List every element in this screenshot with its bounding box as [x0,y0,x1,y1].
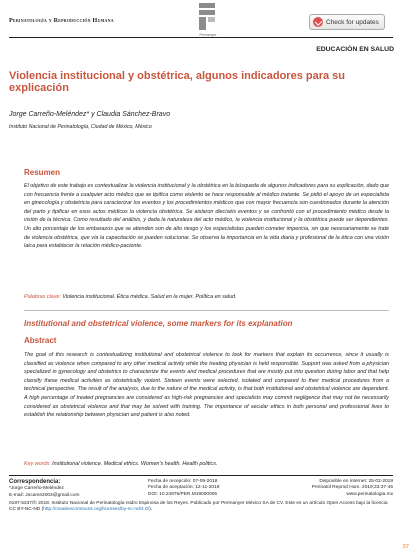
check-updates-icon [313,17,323,27]
palabras-clave-label: Palabras clave: [24,294,61,300]
header-rule [9,37,393,38]
license-link[interactable]: http://creativecommons.org/licenses/by-nc-nd/4.0/ [43,507,150,513]
license-text: 0187-5337/© 2018. Instituto Nacional de Perinatología Isidro Espinosa de los Reyes. Publicado por Permanyer México SA de CV. Este es un artículo Open Access bajo la licencia CC BY-NC-ND (http://creativecommons.org/licenses/by-nc-nd/4.0/). [9,501,388,513]
divider [24,310,389,311]
resumen-keywords [24,294,236,300]
publication-block [312,479,393,498]
correspondence-email[interactable]: E-mail: Jocame2003@gmail.com [9,492,80,498]
logo-text: Permanyer [199,33,217,37]
section-label: EDUCACIÓN EN SALUD [316,46,394,53]
check-for-updates-button[interactable] [309,14,385,30]
correspondence-block [9,479,79,499]
article-affiliation: Instituto Nacional de Perinatología, Ciudad de México, México [9,124,152,130]
footer-rule [9,475,393,476]
correspondence-label: Correspondencia: [9,479,61,485]
abstract-text: The goal of this research is contextualizing institutional and obstetrical violence to look for markers that explain its occurrence, since it usually is classified as violence when compared to any other medical activity while the treating physician is held responsible. Support was asked from a physician specialized in gynecology and obstetrics to characterize the events and medical procedures that are mostly put into question during labor and that help classify these medical activities as obstetrically violent. Sixteen events were selected, isolated and compared to their medical procedures from a technical perspective. The result of the analysis, due to the nature of the medical activity, is that both institutional and obstetrical violence are dependent. A high percentage of treated pregnancies are considered as high-risk pregnancies and specialists may commit negligence that may not be necessarily considered as obstetrical violence and that may be solved with training. The importance of secular ethics in both personal and professional lives to establish the relationship between physician and patient is also noted. [24,352,389,419]
article-authors: Jorge Carreño-Meléndez* y Claudia Sánchez-Bravo [9,111,171,118]
key-words: Institutional violence. Medical ethics. Women's health. Health politics. [52,461,218,467]
resumen-text: El objetivo de este trabajo es contextualizar la violencia institucional y la obstétrica en la búsqueda de algunos indicadores para su explicación, dado que con frecuencia frente a cualquier acto médico que se tipifica como violento se hace responsable al médico tratante. Se pidió el apoyo de un especialista en ginecología y obstetricia para caracterizar los eventos y los procedimientos médicos que con mayor frecuencia son cuestionados durante la atención del parto y tipificar en esos actos médicos la violencia obstétrica. Se aislaron dieciséis eventos y se confrontó con el procedimiento médico desde la visión de la técnica. Como resultado del análisis, y dada la naturaleza del acto médico, la violencia institucional y la obstétrica puede ser dependientes. Un alto porcentaje de los embarazos que se atienden son de alto riesgo y los especialistas pueden cometer impericia, sin que necesariamente se trate de violencia obstétrica, que vía la capacitación se pueden solucionar. Se observa la importancia en la vida diaria y profesional de la ética con una visión laica para establecer la relación médico-paciente. [24,183,389,250]
received-date: Fecha de recepción: 07-09-2018 [148,479,218,484]
key-words-label: Key words: [24,461,51,467]
citation: Perinatol Reprod Hum. 2019;33:37-45 [311,485,393,491]
correspondence-name: *Jorge Carreño-Meléndez [9,486,64,492]
website-link[interactable]: www.perinatologia.mx [346,491,393,497]
journal-name: Perinatología y Reproducción Humana [9,17,114,24]
english-keywords [24,461,217,467]
resumen-heading: Resumen [24,168,61,177]
abstract-heading: Abstract [24,336,57,345]
check-updates-label: Check for updates [326,18,379,26]
article-title: Violencia institucional y obstétrica, algunos indicadores para su explicación [9,70,345,94]
dates-block [148,479,219,498]
english-title: Institutional and obstetrical violence, some markers for its explanation [24,319,293,328]
palabras-clave: Violencia institucional. Ética médica. Salud en la mujer. Política en salud. [62,294,237,300]
doi[interactable]: DOI: 10.24875/PER.M19000005 [148,491,218,497]
page-number: 37 [402,544,409,550]
permanyer-logo [196,2,218,32]
online-date: Disponible en internet: 25-03-2019 [319,479,393,484]
accepted-date: Fecha de aceptación: 12-11-2018 [148,485,220,491]
